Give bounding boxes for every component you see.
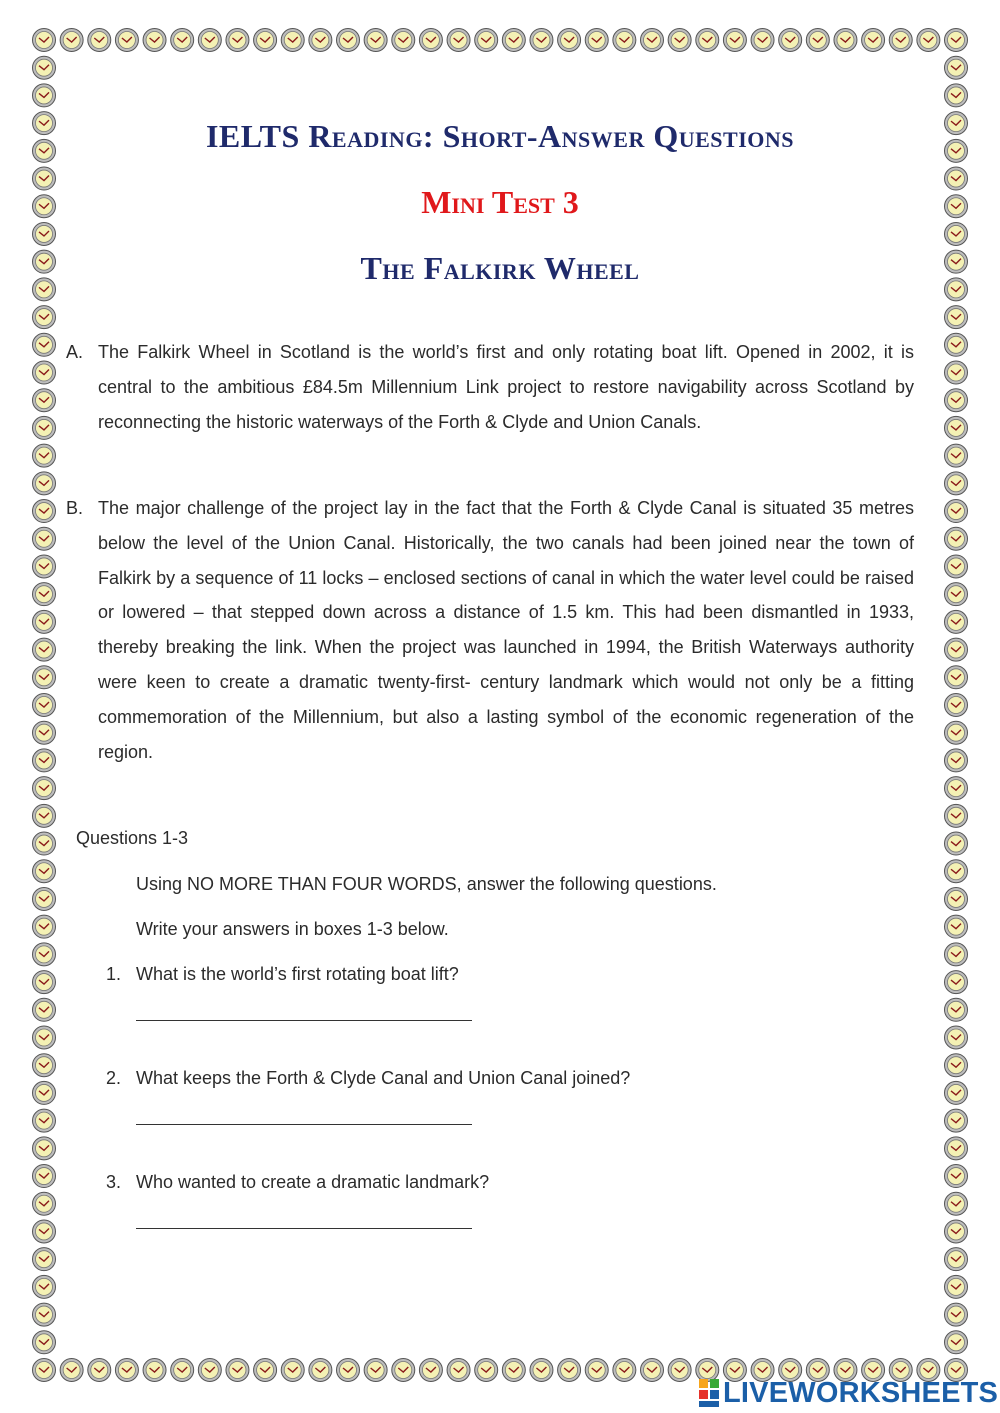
clock-icon xyxy=(945,1054,968,1077)
question-text: What is the world’s first rotating boat lift? xyxy=(136,964,459,984)
clock-icon xyxy=(33,361,56,384)
clock-icon xyxy=(33,306,56,329)
clock-icon xyxy=(945,721,968,744)
clock-icon xyxy=(33,943,56,966)
clock-icon xyxy=(33,887,56,910)
clock-icon xyxy=(198,29,221,52)
clock-icon xyxy=(945,860,968,883)
clock-icon xyxy=(862,29,885,52)
clock-icon xyxy=(945,1220,968,1243)
clock-icon xyxy=(945,306,968,329)
clock-icon xyxy=(945,1081,968,1104)
clock-icon xyxy=(309,1359,332,1382)
clock-icon xyxy=(226,29,249,52)
clock-icon xyxy=(945,1303,968,1326)
clock-icon xyxy=(945,222,968,245)
clock-icon xyxy=(226,1359,249,1382)
clock-icon xyxy=(392,1359,415,1382)
clock-icon xyxy=(723,29,746,52)
clock-icon xyxy=(33,749,56,772)
clock-icon xyxy=(530,29,553,52)
instruction-word-limit: Using NO MORE THAN FOUR WORDS, answer the following questions. xyxy=(136,874,717,894)
clock-icon xyxy=(33,1165,56,1188)
clock-icon xyxy=(447,29,470,52)
clock-icon xyxy=(945,333,968,356)
paragraph-b xyxy=(66,491,914,769)
clock-icon xyxy=(613,29,636,52)
clock-icon xyxy=(33,500,56,523)
clock-icon xyxy=(88,1359,111,1382)
question-number: 2. xyxy=(106,1068,122,1088)
clock-icon xyxy=(254,29,277,52)
clock-icon xyxy=(530,1359,553,1382)
clock-icon xyxy=(945,638,968,661)
clock-icon xyxy=(558,29,581,52)
clock-icon xyxy=(945,1165,968,1188)
clock-icon xyxy=(945,749,968,772)
clock-icon xyxy=(945,29,968,52)
clock-icon xyxy=(143,1359,166,1382)
clock-icon xyxy=(945,555,968,578)
clock-icon xyxy=(33,832,56,855)
question-number: 1. xyxy=(106,964,122,984)
questions-heading: Questions 1-3 xyxy=(76,828,189,848)
answer-line-1[interactable] xyxy=(136,1020,472,1021)
clock-icon xyxy=(198,1359,221,1382)
clock-icon xyxy=(33,998,56,1021)
clock-icon xyxy=(33,666,56,689)
clock-icon xyxy=(33,1359,56,1382)
clock-icon xyxy=(33,1054,56,1077)
clock-icon xyxy=(33,610,56,633)
clock-icon xyxy=(668,29,691,52)
liveworksheets-logo-icon xyxy=(698,1378,720,1408)
clock-icon xyxy=(945,832,968,855)
clock-icon xyxy=(945,56,968,79)
clock-icon xyxy=(281,29,304,52)
clock-icon xyxy=(33,1081,56,1104)
clock-icon xyxy=(945,472,968,495)
clock-icon xyxy=(33,1275,56,1298)
clock-icon xyxy=(281,1359,304,1382)
clock-icon xyxy=(751,29,774,52)
clock-icon xyxy=(33,416,56,439)
clock-icon xyxy=(585,1359,608,1382)
answer-line-2[interactable] xyxy=(136,1124,472,1125)
clock-icon xyxy=(613,1359,636,1382)
clock-icon xyxy=(945,915,968,938)
paragraph-letter: B. xyxy=(66,498,84,518)
clock-icon xyxy=(33,638,56,661)
clock-icon xyxy=(806,29,829,52)
clock-icon xyxy=(945,1137,968,1160)
clock-icon xyxy=(945,361,968,384)
clock-icon xyxy=(945,943,968,966)
clock-icon xyxy=(945,887,968,910)
clock-icon xyxy=(115,29,138,52)
clock-icon xyxy=(143,29,166,52)
clock-icon xyxy=(33,333,56,356)
clock-icon xyxy=(33,1026,56,1049)
clock-icon xyxy=(945,666,968,689)
clock-icon xyxy=(945,1331,968,1354)
clock-icon xyxy=(945,971,968,994)
clock-icon xyxy=(945,583,968,606)
clock-icon xyxy=(33,1303,56,1326)
clock-icon xyxy=(33,389,56,412)
instruction-answer-boxes: Write your answers in boxes 1-3 below. xyxy=(136,919,449,939)
clock-icon xyxy=(945,416,968,439)
answer-line-3[interactable] xyxy=(136,1228,472,1229)
clock-icon xyxy=(392,29,415,52)
clock-icon xyxy=(502,29,525,52)
clock-icon xyxy=(945,1109,968,1132)
clock-icon xyxy=(337,1359,360,1382)
clock-icon xyxy=(945,1248,968,1271)
clock-icon xyxy=(33,694,56,717)
clock-icon xyxy=(364,1359,387,1382)
clock-icon xyxy=(419,29,442,52)
paragraph-a xyxy=(66,335,914,439)
clock-icon xyxy=(60,29,83,52)
clock-icon xyxy=(33,1137,56,1160)
clock-icon xyxy=(33,1248,56,1271)
clock-icon xyxy=(33,1109,56,1132)
clock-icon xyxy=(475,1359,498,1382)
clock-icon xyxy=(171,1359,194,1382)
clock-icon xyxy=(33,915,56,938)
clock-icon xyxy=(33,860,56,883)
question-text: What keeps the Forth & Clyde Canal and Union Canal joined? xyxy=(136,1068,631,1088)
clock-icon xyxy=(33,222,56,245)
clock-icon xyxy=(945,84,968,107)
question-3 xyxy=(106,1172,489,1193)
clock-icon xyxy=(945,1275,968,1298)
clock-icon xyxy=(475,29,498,52)
clock-icon xyxy=(33,1220,56,1243)
clock-icon xyxy=(945,389,968,412)
clock-icon xyxy=(33,29,56,52)
clock-icon xyxy=(309,29,332,52)
clock-icon xyxy=(834,29,857,52)
mini-test-label: Mini Test 3 xyxy=(421,184,579,220)
question-1 xyxy=(106,964,459,985)
clock-icon xyxy=(254,1359,277,1382)
clock-icon xyxy=(33,444,56,467)
clock-icon xyxy=(945,500,968,523)
clock-icon xyxy=(889,29,912,52)
page-title: IELTS Reading: Short-Answer Questions xyxy=(205,118,795,154)
question-2 xyxy=(106,1068,630,1089)
clock-icon xyxy=(945,1192,968,1215)
clock-icon xyxy=(447,1359,470,1382)
liveworksheets-wordmark: LIVEWORKSHEETS xyxy=(723,1376,999,1409)
passage-title: The Falkirk Wheel xyxy=(360,250,640,286)
clock-icon xyxy=(945,527,968,550)
clock-icon xyxy=(779,29,802,52)
clock-icon xyxy=(945,804,968,827)
paragraph-letter: A. xyxy=(66,342,84,362)
clock-icon xyxy=(33,84,56,107)
clock-icon xyxy=(502,1359,525,1382)
clock-icon xyxy=(33,1331,56,1354)
clock-icon xyxy=(641,29,664,52)
clock-icon xyxy=(33,971,56,994)
clock-icon xyxy=(33,1192,56,1215)
clock-icon xyxy=(33,777,56,800)
clock-icon xyxy=(668,1359,691,1382)
clock-icon xyxy=(945,694,968,717)
question-text: Who wanted to create a dramatic landmark? xyxy=(136,1172,490,1192)
clock-icon xyxy=(419,1359,442,1382)
clock-icon xyxy=(88,29,111,52)
clock-icon xyxy=(60,1359,83,1382)
clock-icon xyxy=(33,583,56,606)
clock-icon xyxy=(33,56,56,79)
clock-icon xyxy=(917,29,940,52)
clock-icon xyxy=(33,472,56,495)
clock-icon xyxy=(337,29,360,52)
clock-icon xyxy=(945,1026,968,1049)
clock-icon xyxy=(33,804,56,827)
liveworksheets-logo xyxy=(698,1376,998,1410)
clock-icon xyxy=(33,555,56,578)
clock-icon xyxy=(171,29,194,52)
clock-icon xyxy=(945,998,968,1021)
clock-icon xyxy=(945,444,968,467)
clock-icon xyxy=(585,29,608,52)
clock-icon xyxy=(558,1359,581,1382)
question-number: 3. xyxy=(106,1172,122,1192)
clock-icon xyxy=(364,29,387,52)
clock-icon xyxy=(945,610,968,633)
clock-icon xyxy=(945,777,968,800)
clock-icon xyxy=(33,721,56,744)
clock-icon xyxy=(33,527,56,550)
clock-icon xyxy=(641,1359,664,1382)
paragraph-text: The major challenge of the project lay in the fact that the Forth & Clyde Canal is situated 35 metres below the level of the Union Canal. Historically, the two canals had been joined near the town of Falkirk by a sequence of 11 locks – enclosed sections of canal in which the water level could be raised or lowered – that stepped down across a distance of 1.5 km. This had been dismantled in 1933, thereby breaking the link. When the project was launched in 1994, the British Waterways authority were keen to create a dramatic twenty-first- century landmark which would not only be a fitting commemoration of the Millennium, but also a lasting symbol of the economic regeneration of the region. xyxy=(98,498,914,762)
paragraph-text: The Falkirk Wheel in Scotland is the world’s first and only rotating boat lift. Opened in 2002, it is central to the ambitious £84.5m Millennium Link project to restore navigability across Scotland by reconnecting the historic waterways of the Forth & Clyde and Union Canals. xyxy=(98,342,914,432)
clock-icon xyxy=(115,1359,138,1382)
clock-icon xyxy=(696,29,719,52)
